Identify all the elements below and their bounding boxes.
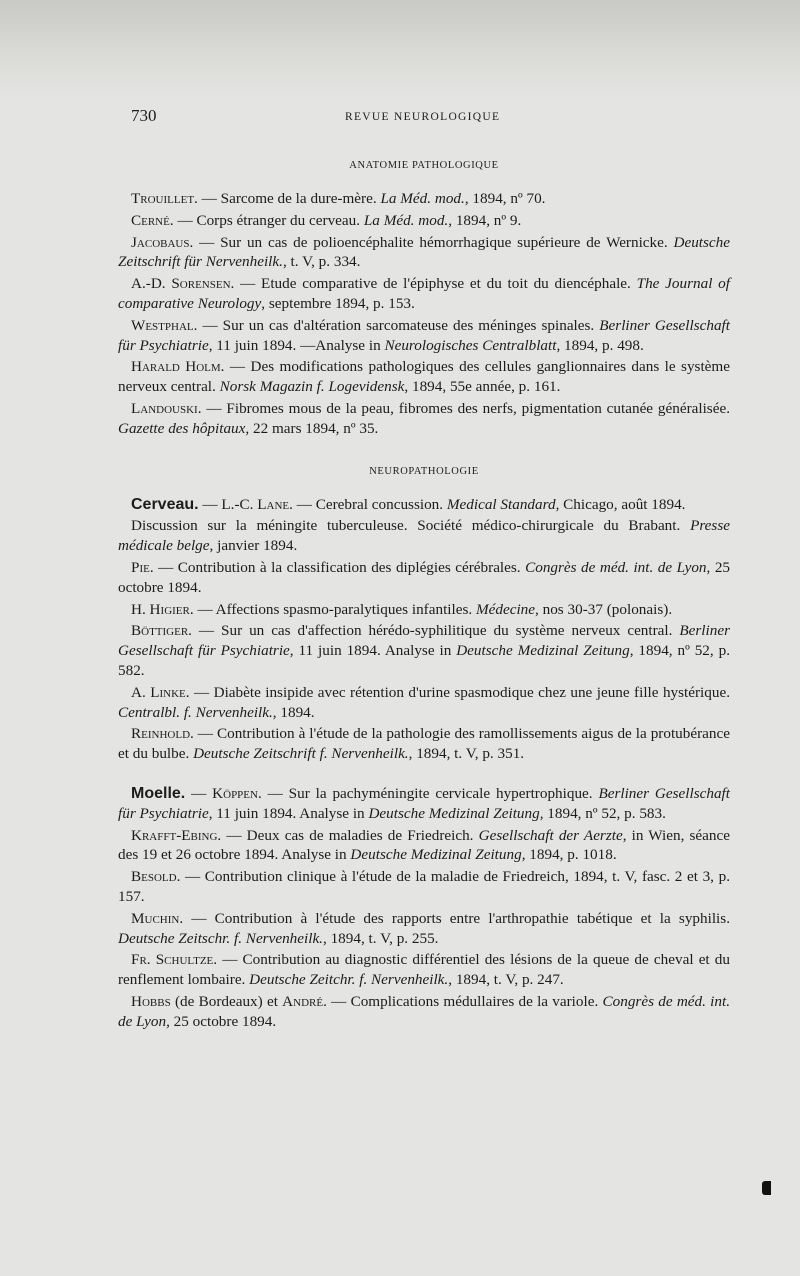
entry-text: — Contribution clinique à l'étude de la maladie de Friedreich, 1894, t. V, fasc. 2 et 3, p. 157. [118,868,730,905]
entry-text: — Sur un cas de polioencéphalite hémorrhagique supérieure de Wernicke. [193,233,674,251]
bibliography-entry [118,558,730,598]
page-header [0,106,800,136]
entry-author: Muchin. [131,909,184,927]
section-anatomie [118,189,730,439]
entry-text: , 1894, p. 498. [556,336,644,354]
entry-source: Gazette des hôpitaux [118,419,246,437]
entry-text: (de Bordeaux) et [170,992,283,1010]
entry-text: — Contribution au diagnostic différentiel des lésions de la queue de cheval et du renflement lombaire. [118,951,730,989]
section-title-neuropathologie: NEUROPATHOLOGIE [369,465,479,477]
entry-text: , 1894, nº 52, p. 583. [539,804,666,822]
entry-source: The Journal of comparative Neurology [118,275,730,312]
entry-text: — Sur un cas d'affection hérédo-syphilitique du système nerveux central. [191,622,680,640]
entry-text: — Fibromes mous de la peau, fibromes des nerfs, pigmentation cutanée généralisée. [201,399,730,417]
bibliography-entry [118,399,730,439]
entry-text: , 11 juin 1894. Analyse in [289,642,457,660]
entry-author: Jacobaus. [131,233,194,251]
entry-text: Discussion sur la méningite tuberculeuse. Société médico-chirurgicale du Brabant. [131,517,691,535]
bibliography-entry [118,867,730,907]
entry-text: , 25 octobre 1894. [166,1012,277,1030]
entry-source: Deutsche Medizinal Zeitung [456,642,630,660]
entry-text: — Sur un cas d'altération sarcomateuse des méninges spinales. [197,316,600,334]
entry-text: , 1894, nº 70. [464,190,546,207]
entry-source: Congrès de méd. int. de Lyon [525,558,707,576]
entry-source: La Méd. mod. [363,211,449,229]
entry-text: , in Wien, séance des 19 et 26 octobre 1894. Analyse in [118,826,730,864]
entry-text: , 1894, nº 9. [448,211,522,229]
bibliography-entry [118,516,730,556]
entry-author: Reinhold. [131,725,194,743]
entry-text: — Contribution à l'étude des rapports entre l'arthropathie tabétique et la syphilis. [183,909,730,927]
entry-text: — Complications médullaires de la variole. [326,992,603,1010]
entry-text: , septembre 1894, p. 153. [261,294,415,312]
entry-author: Cerné. [131,211,174,229]
entry-text: — Contribution à l'étude de la pathologie des ramollissements aigus de la protubérance et du bulbe. [118,725,730,763]
bibliography-entry: Cerveau. — L.-C. Lane. — Cerebral concussion. Medical Standard, Chicago, août 1894. [131,495,686,513]
entry-author: Köppen. [212,784,262,802]
page-number: 730 [131,106,157,125]
entry-text: , 1894, t. V, p. 247. [448,971,564,989]
entry-text: , 1894, p. 1018. [521,846,617,864]
entry-text: , 11 juin 1894. Analyse in [208,804,369,822]
bibliography-entry [118,992,730,1032]
entry-author: A.-D. Sorensen. [131,275,235,293]
entry-source: Medical Standard [446,495,556,513]
entry-text: , t. V, p. 334. [282,253,361,271]
entry-text: , 25 octobre 1894. [118,558,731,596]
entry-source: Deutsche Zeitschrift für Nervenheilk. [118,233,730,271]
bibliography-entry [118,274,730,314]
entry-text: , 1894, 55e année, p. 161. [404,378,561,396]
entry-text: — Sur la pachyméningite cervicale hypertrophique. [261,784,599,802]
entry-source: Berliner Gesellschaft für Psychiatrie [118,316,730,354]
bibliography-entry [118,683,730,723]
entry-source: Deutsche Medizinal Zeitung [368,804,540,822]
entry-text: , 1894, nº 52, p. 582. [118,642,730,679]
entry-text: , 22 mars 1894, nº 35. [245,419,379,437]
entry-source: Deutsche Zeitchr. f. Nervenheilk. [249,971,449,989]
entry-source: Neurologisches Centralblatt [384,336,557,354]
entry-author: Pie. [131,558,154,576]
subsection-heading: Cerveau. [131,495,199,513]
entry-text: , Chicago, août 1894. [555,495,686,513]
entry-text: — Corps étranger du cerveau. [173,211,364,229]
entry-text: , 1894, t. V, p. 255. [322,929,439,947]
entry-text: — Des modifications pathologiques des cellules ganglionnaires dans le système nerveux central. [118,358,730,396]
entry-author: Krafft-Ebing. [131,826,222,844]
bibliography-entry [118,826,730,866]
entry-text: , janvier 1894. [209,537,298,555]
entry-author: Besold. [131,868,181,886]
bibliography-entry [118,621,730,680]
entry-source: Berliner Gesellschaft für Psychiatrie [118,622,730,660]
entry-source: Norsk Magazin f. Logevidensk [219,378,405,396]
entry-text: — Cerebral concussion. [292,495,447,513]
entry-author: Westphal. [131,316,198,334]
page-turn-marker [762,1181,771,1195]
bibliography-entry [118,724,730,764]
entry-source: Berliner Gesellschaft für Psychiatrie [118,784,730,822]
section-neuropathologie [118,495,730,1032]
entry-source: Gesellschaft der Aerzte [478,826,623,844]
entry-text: — Contribution à la classification des diplégies cérébrales. [153,558,526,576]
entry-author: Böttiger. [131,622,192,640]
bibliography-entry: Moelle. — Köppen. — Sur la pachyméningite cervicale hypertrophique. Berliner Gesellschaft für Psychiatrie, 11 juin 1894. Analyse in Deutsche Medizinal Zeitung, 1894, nº 52, p. 583. [118,784,730,822]
entry-text: — Diabète insipide avec rétention d'urine spasmodique chez une jeune fille hystérique. [189,683,731,701]
entry-text: , 1894, t. V, p. 351. [408,745,525,763]
entry-source: Deutsche Zeitschr. f. Nervenheilk. [118,929,323,947]
scan-shadow [0,0,800,95]
entry-source: Congrès de méd. int. de Lyon [118,992,730,1030]
entry-author: Hobbs [131,992,171,1010]
entry-text: — Affections spasmo-paralytiques infantiles. [193,600,476,618]
entry-author: Trouillet. [131,190,198,207]
bibliography-entry [118,316,730,356]
entry-author: Harald Holm. [131,358,225,376]
entry-source: La Méd. mod. [380,190,465,207]
bibliography-entry [118,189,730,209]
entry-text: , nos 30-37 (polonais). [535,600,673,618]
bibliography-entry [118,211,730,231]
entry-text: , 11 juin 1894. —Analyse in [208,336,385,354]
entry-text: — Sarcome de la dure-mère. [197,190,381,207]
entry-author: L.-C. Lane. [221,495,293,513]
section-title-anatomie: ANATOMIE PATHOLOGIQUE [349,160,499,171]
bibliography-entry [118,233,730,273]
entry-text: — Deux cas de maladies de Friedreich. [221,826,479,844]
bibliography-entry [118,357,730,397]
entry-source: Centralbl. f. Nervenheilk. [118,703,273,721]
entry-author: A. Linke. [131,683,190,701]
entry-text: — Etude comparative de l'épiphyse et du toit du diencéphale. [234,275,637,293]
running-title: REVUE NEUROLOGIQUE [345,111,501,123]
page-body [118,160,730,1033]
entry-source: Médecine [475,600,536,618]
entry-text: , 1894. [272,703,315,721]
entry-author: Landouski. [131,399,202,417]
subsection-heading: Moelle. [131,784,186,802]
entry-author: H. Higier. [131,600,194,618]
entry-author: Fr. Schultze. [131,951,218,969]
entry-source: Deutsche Zeitschrift f. Nervenheilk. [193,745,409,763]
bibliography-entry [118,950,730,990]
entry-source: Deutsche Medizinal Zeitung [350,846,522,864]
entry-source: Presse médicale belge [118,517,730,555]
entry-author: André. [282,992,327,1010]
bibliography-entry [118,600,730,620]
bibliography-entry [118,909,730,949]
